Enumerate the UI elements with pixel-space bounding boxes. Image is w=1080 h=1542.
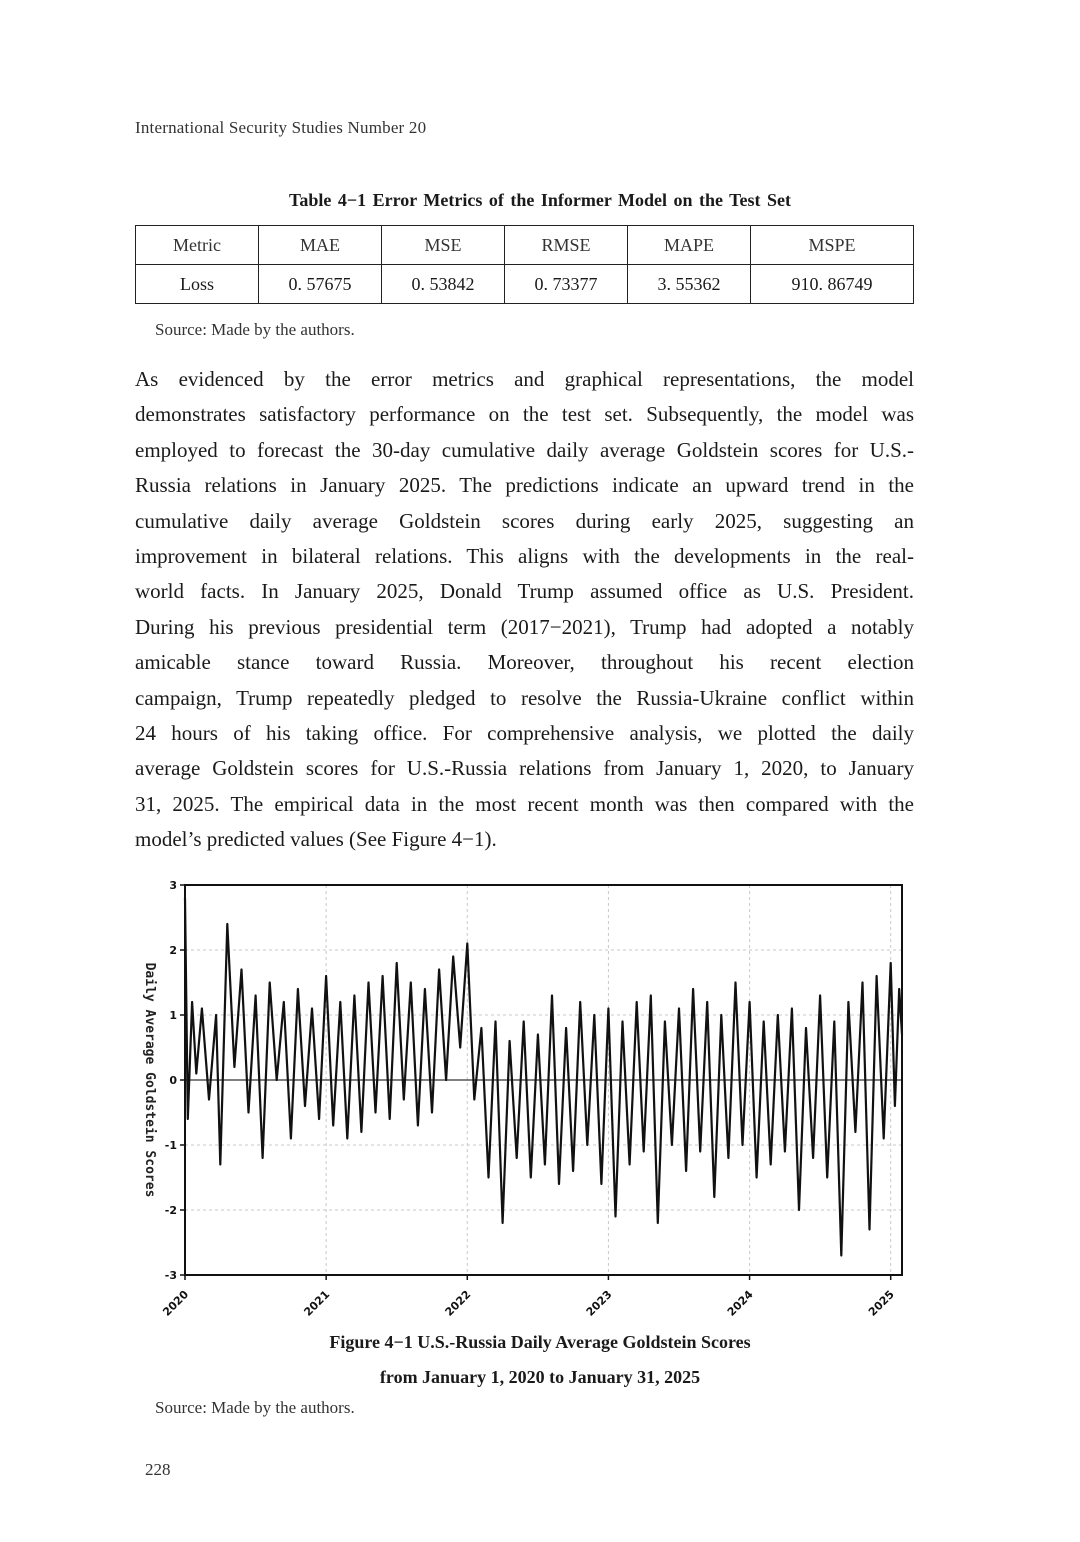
running-head: International Security Studies Number 20: [135, 118, 427, 137]
paragraph-line: employed to forecast the 30-day cumulative daily average Goldstein scores for U.S.-: [135, 437, 914, 462]
table-header-cell: MAPE: [628, 226, 751, 265]
table-cell: 0. 73377: [505, 265, 628, 304]
table-header-cell: RMSE: [505, 226, 628, 265]
body-paragraph: [135, 362, 914, 857]
table-header-cell: Metric: [136, 226, 259, 265]
page-number: 228: [145, 1460, 171, 1479]
table-cell: Loss: [136, 265, 259, 304]
metrics-table: [135, 225, 914, 304]
paragraph-line: 24 hours of his taking office. For comprehensive analysis, we plotted the daily: [135, 720, 914, 745]
y-tick-label: 1: [169, 1009, 177, 1022]
table-header-cell: MSE: [382, 226, 505, 265]
y-tick-label: -1: [164, 1139, 177, 1152]
paragraph-line: 31, 2025. The empirical data in the most recent month was then compared with the: [135, 791, 914, 816]
y-axis-label: Daily Average Goldstein Scores: [142, 962, 157, 1198]
table-header-cell: MAE: [259, 226, 382, 265]
paragraph-line: model’s predicted values (See Figure 4−1).: [135, 827, 497, 852]
paragraph-line: improvement in bilateral relations. This aligns with the developments in the real-: [135, 543, 914, 568]
paragraph-line: world facts. In January 2025, Donald Trump assumed office as U.S. President.: [135, 579, 914, 604]
table-cell: 3. 55362: [628, 265, 751, 304]
paragraph-line: As evidenced by the error metrics and graphical representations, the model: [135, 367, 914, 391]
table-cell: 0. 57675: [259, 265, 382, 304]
paragraph-line: average Goldstein scores for U.S.-Russia relations from January 1, 2020, to January: [135, 756, 914, 781]
x-tick-label: 2021: [301, 1287, 333, 1319]
x-tick-label: 2025: [865, 1287, 897, 1319]
table-cell: 0. 53842: [382, 265, 505, 304]
figure-source-note: Source: Made by the authors.: [155, 1398, 355, 1417]
x-tick-label: 2022: [442, 1287, 474, 1319]
y-tick-label: -2: [164, 1204, 177, 1217]
figure-caption-line-1: Figure 4−1 U.S.-Russia Daily Average Goldstein Scores: [329, 1332, 751, 1352]
paragraph-line: amicable stance toward Russia. Moreover, throughout his recent election: [135, 650, 914, 675]
x-tick-label: 2023: [583, 1287, 615, 1319]
x-tick-label: 2024: [724, 1287, 756, 1319]
paragraph-line: Russia relations in January 2025. The predictions indicate an upward trend in the: [135, 473, 914, 498]
x-tick-label: 2020: [160, 1287, 192, 1319]
table-header-row: [136, 226, 914, 265]
paragraph-line: campaign, Trump repeatedly pledged to resolve the Russia-Ukraine conflict within: [135, 685, 914, 710]
y-tick-label: 3: [169, 879, 177, 892]
figure-caption: [0, 1325, 1080, 1395]
table-header-cell: MSPE: [751, 226, 914, 265]
table-caption: Table 4−1 Error Metrics of the Informer Model on the Test Set: [288, 190, 792, 210]
figure-caption-line-2: from January 1, 2020 to January 31, 2025: [379, 1367, 701, 1387]
table-cell: 910. 86749: [751, 265, 914, 304]
y-tick-label: 0: [169, 1074, 177, 1087]
table-source-note: Source: Made by the authors.: [155, 320, 355, 339]
y-tick-label: 2: [169, 944, 177, 957]
paragraph-line: demonstrates satisfactory performance on the test set. Subsequently, the model was: [135, 402, 914, 427]
paragraph-line: During his previous presidential term (2017−2021), Trump had adopted a notably: [135, 614, 914, 639]
series-line: [185, 898, 902, 1256]
goldstein-line-chart: [130, 875, 920, 1325]
y-tick-label: -3: [164, 1269, 177, 1282]
paragraph-line: cumulative daily average Goldstein scores during early 2025, suggesting an: [135, 508, 914, 533]
table-row: [136, 265, 914, 304]
